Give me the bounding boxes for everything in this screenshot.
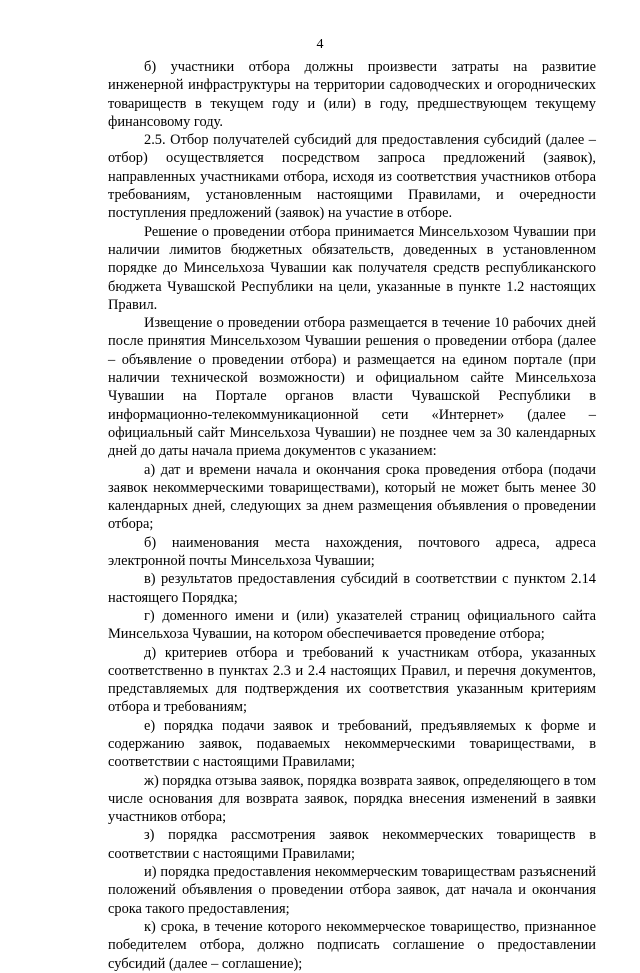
- paragraph-selection-decision: Решение о проведении отбора принимается Минсельхозом Чувашии при наличии лимитов бюджетных обязательств, доведенных в установленном порядке до Минсельхоза Чувашии как получателя средств республиканского бюджета Чувашской Республики на цели, указанные в пункте 1.2 настоящих Правил.: [108, 223, 596, 313]
- list-item-g: г) доменного имени и (или) указателей страниц официального сайта Минсельхоза Чувашии, на котором обеспечивается проведение отбора;: [108, 607, 596, 643]
- list-item-v: в) результатов предоставления субсидий в соответствии с пунктом 2.14 настоящего Порядка;: [108, 571, 596, 606]
- page-number: 4: [316, 37, 324, 52]
- list-item-a: а) дат и времени начала и окончания срока проведения отбора (подачи заявок некоммерческими товариществами), который не может быть менее 30 календарных дней, следующих за днем размещения объявления о проведении отбора;: [108, 461, 596, 533]
- paragraph-2-5-selection: 2.5. Отбор получателей субсидий для предоставления субсидий (далее – отбор) осуществляется посредством запроса предложений (заявок), направленных участниками отбора, исходя из соответствия участников отбора требованиям, установленным настоящими Правилами, и очередности поступления предложений (заявок) на участие в отборе.: [108, 132, 596, 222]
- list-item-e: е) порядка подачи заявок и требований, предъявляемых к форме и содержанию заявок, подаваемых некоммерческими товариществами, в соответствии с настоящими Правилами;: [108, 717, 596, 771]
- paragraph-b-infrastructure-costs: б) участники отбора должны произвести затраты на развитие инженерной инфраструктуры на территории садоводческих и огороднических товариществ в текущем году и (или) в году, предшествующем текущему финансовому году.: [108, 59, 596, 130]
- list-item-b: б) наименования места нахождения, почтового адреса, адреса электронной почты Минсельхоза Чувашии;: [108, 534, 596, 570]
- list-item-z: з) порядка рассмотрения заявок некоммерческих товариществ в соответствии с настоящими Правилами;: [108, 827, 596, 862]
- paragraph-selection-notice: Извещение о проведении отбора размещается в течение 10 рабочих дней после принятия Минсельхозом Чувашии решения о проведении отбора (далее – объявление о проведении отбора) и размещается на едином портале (при наличии технической возможности) и официальном сайте Минсельхоза Чувашии на Портале органов власти Чувашской Республики в информационно-телекоммуникационной сети «Интернет» (далее – официальный сайт Минсельхоза Чувашии) не позднее чем за 30 календарных дней до даты начала приема документов с указанием:: [108, 315, 596, 460]
- list-item-zh: ж) порядка отзыва заявок, порядка возврата заявок, определяющего в том числе основания для возврата заявок, порядка внесения изменений в заявки участников отбора;: [108, 772, 596, 826]
- document-body: [108, 58, 596, 973]
- list-item-i: и) порядка предоставления некоммерческим товариществам разъяснений положений объявления о проведении отбора заявок, дат начала и окончания срока такого предоставления;: [108, 864, 596, 917]
- list-item-k: к) срока, в течение которого некоммерческое товарищество, признанное победителем отбора, должно подписать соглашение о предоставлении субсидий (далее – соглашение);: [108, 918, 596, 972]
- list-item-d: д) критериев отбора и требований к участникам отбора, указанных соответственно в пунктах 2.3 и 2.4 настоящих Правил, и перечня документов, представляемых для подтверждения их соответствия указанным критериям отбора и требованиям;: [108, 644, 596, 716]
